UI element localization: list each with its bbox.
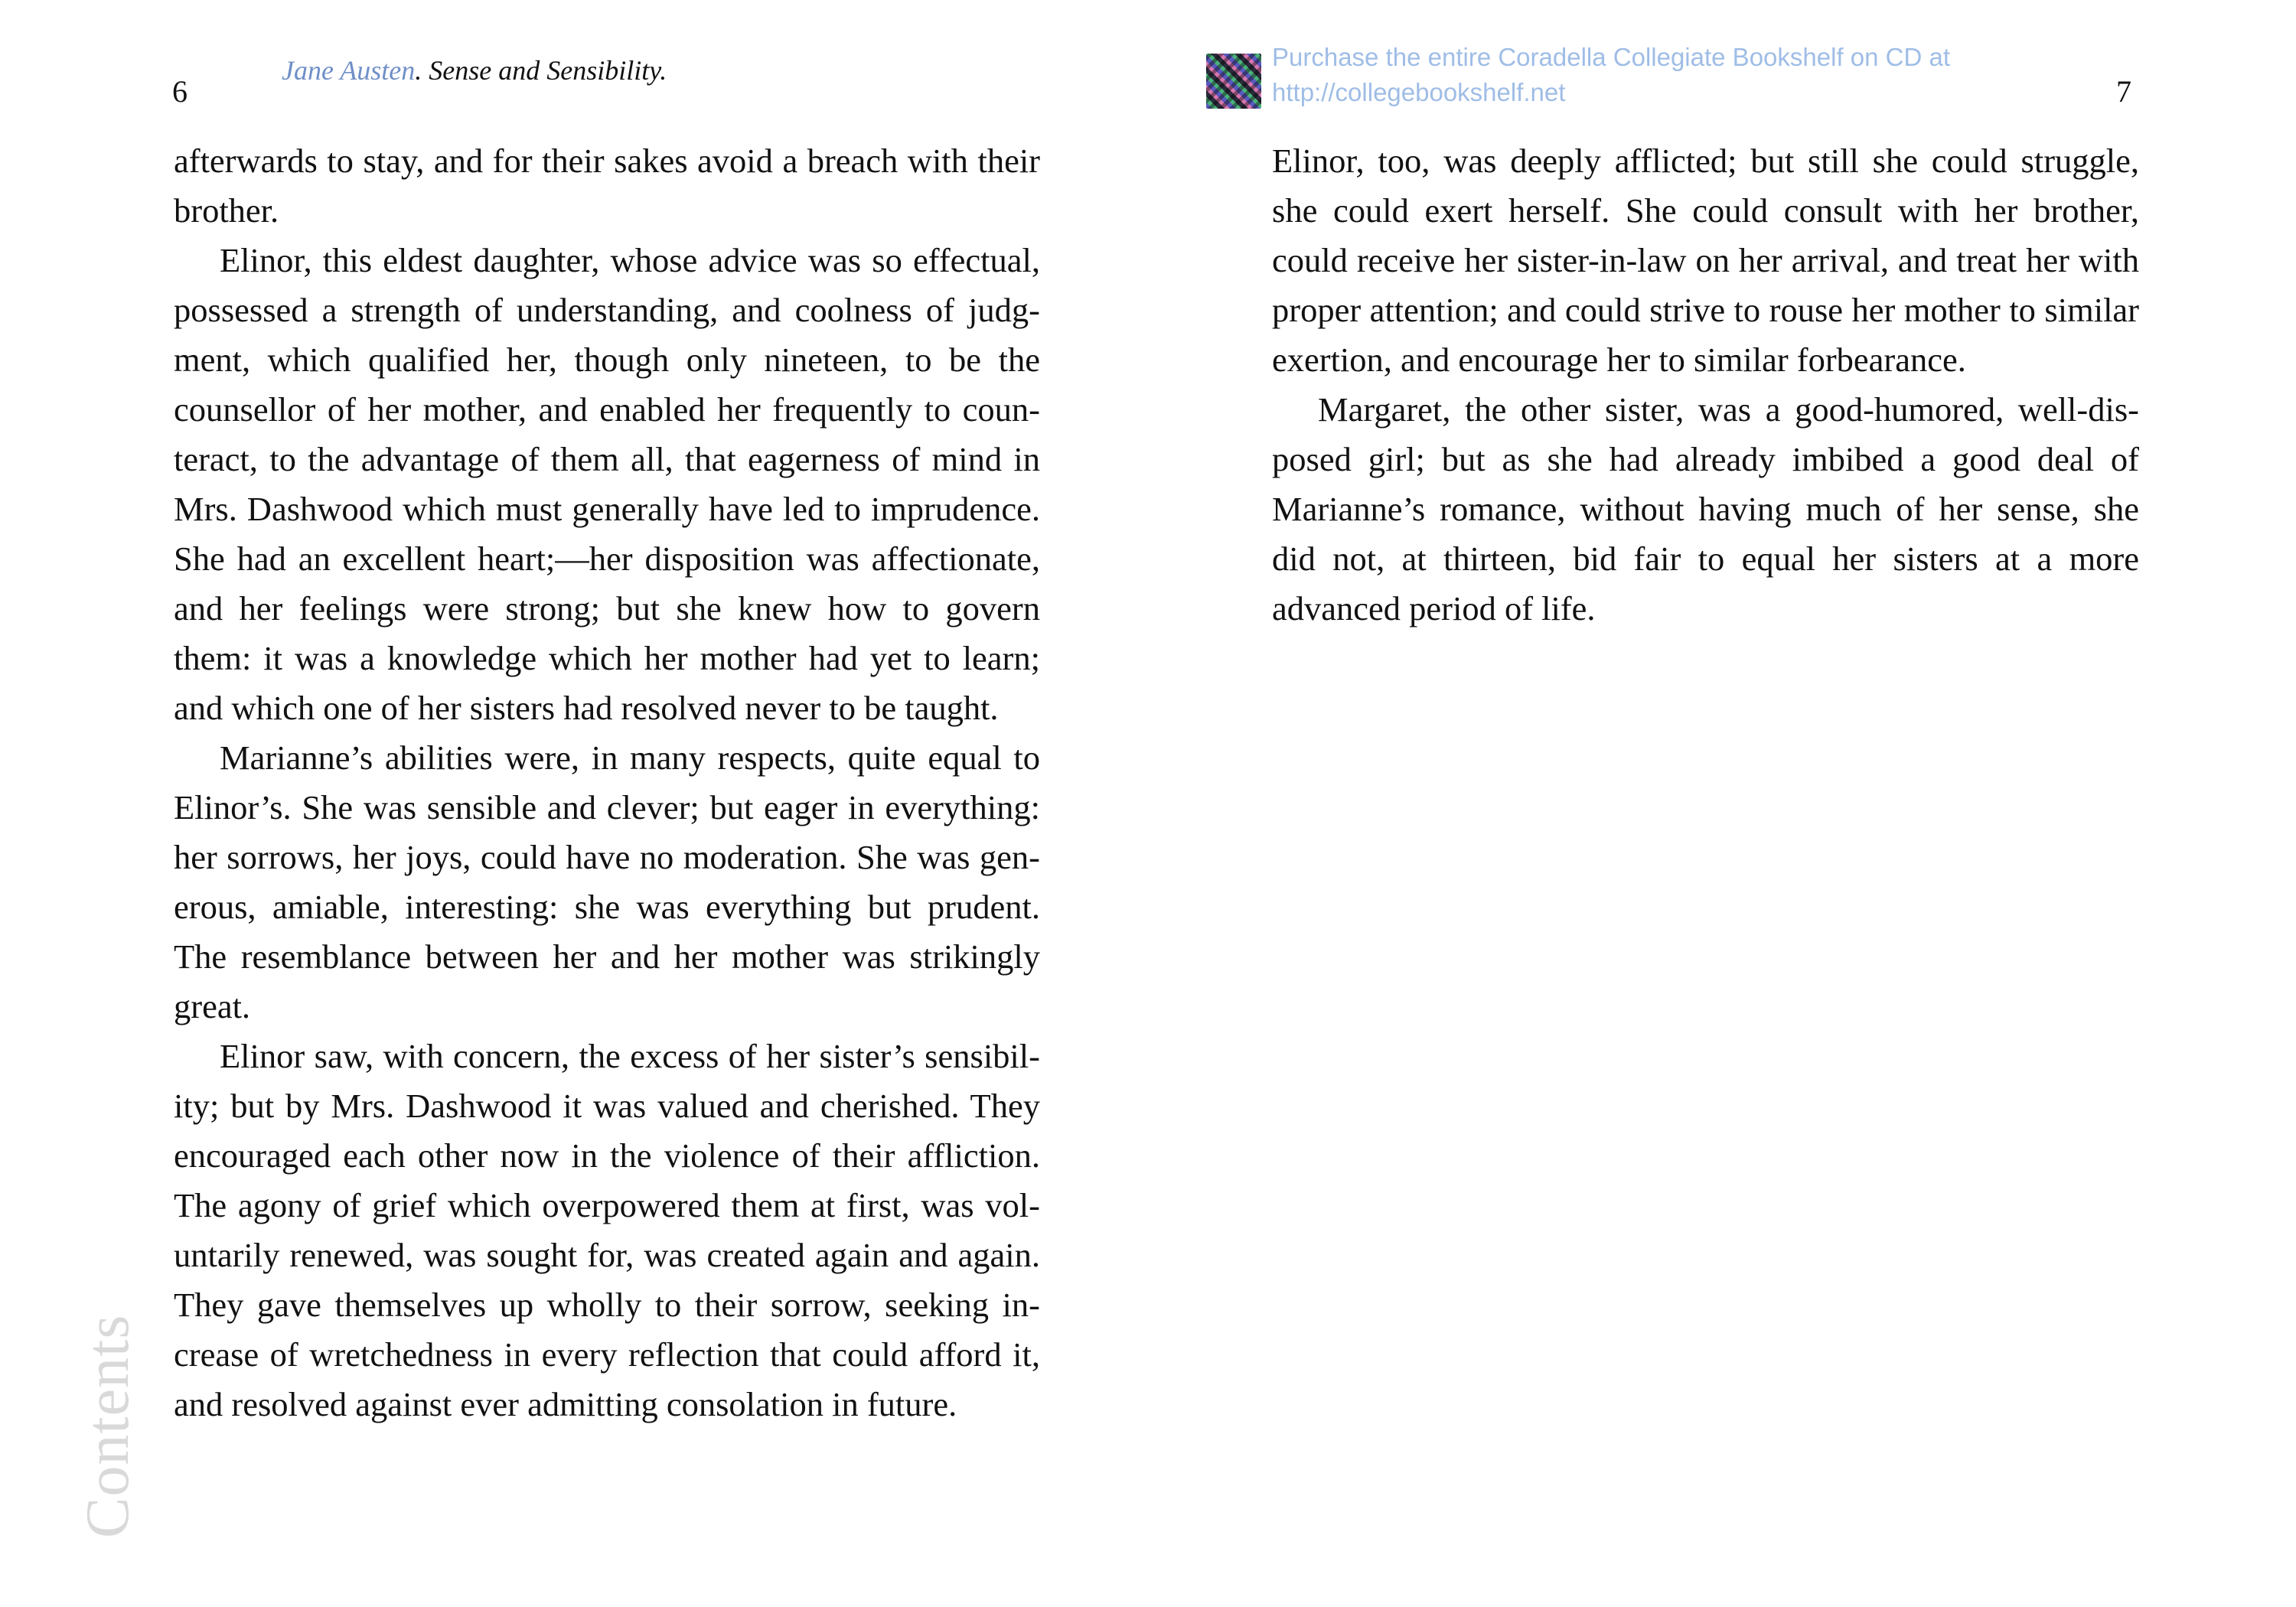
author-link[interactable]: Jane Austen (282, 55, 416, 86)
left-page-body (174, 136, 1040, 1429)
right-page (1148, 0, 2296, 1607)
paragraph: Marianne’s abilities were, in many respects, quite equal to Elinor’s. She was sensible and clever; but eager in everything: her sorrows, her joys, could have no moderation. She was generous, amiable, interesting: she was everything but prudent. The resemblance between her and her mother was strikingly great. (174, 738, 1040, 1025)
promo-url-link[interactable]: http://collegebookshelf.net (1272, 78, 1566, 106)
paragraph: Elinor, this eldest daughter, whose advice was so effectual, possessed a strength of understanding, and coolness of judgment, which qualified her, though only nineteen, to be the counsellor of her mother, and enabled her frequently to counteract, to the advantage of them all, that eagerness of mind in Mrs. Dashwood which must generally have led to imprudence. She had an excellent heart;—her disposition was affectionate, and her feelings were strong; but she knew how to govern them: it was a knowledge which her mother had yet to learn; and which one of her sisters had resolved never to be taught. (174, 241, 1040, 727)
paragraph: Margaret, the other sister, was a good-humored, well-disposed girl; but as she had already imbibed a good deal of Marianne’s romance, without having much of her sense, she did not, at thirteen, bid fair to equal her sisters at a more advanced period of life. (1272, 390, 2139, 627)
promo-text[interactable] (1272, 40, 1950, 110)
contents-side-tab[interactable] (70, 1286, 142, 1538)
right-page-body (1272, 136, 2139, 634)
contents-tab-label: Contents (74, 1314, 142, 1538)
running-head-separator: . (415, 55, 429, 86)
paragraph: Elinor saw, with concern, the excess of her sister’s sensibility; but by Mrs. Dashwood it was valued and cherished. They encouraged each other now in the violence of their affliction. The agony of grief which overpowered them at first, was voluntarily renewed, was sought for, was created again and again. They gave themselves up wholly to their sorrow, seeking increase of wretchedness in every reflection that could afford it, and resolved against ever admitting consolation in future. (174, 1037, 1040, 1423)
book-title: Sense and Sensibility. (429, 55, 667, 86)
running-head (282, 54, 667, 87)
promo-line[interactable]: Purchase the entire Coradella Collegiate Bookshelf on CD at (1272, 43, 1951, 71)
paragraph: afterwards to stay, and for their sakes avoid a breach with their brother. (174, 142, 1040, 230)
cd-thumbnail-icon[interactable] (1206, 54, 1261, 109)
page-number-left: 6 (172, 74, 188, 109)
page-number-right: 7 (2116, 74, 2131, 109)
paragraph: Elinor, too, was deeply afflicted; but still she could struggle, she could exert herself. She could consult with her brother, could receive her sister-in-law on her arrival, and treat her with proper attention; and could strive to rouse her mother to similar exertion, and encourage her to similar forbearance. (1272, 142, 2139, 379)
promo-banner[interactable] (1206, 40, 1971, 116)
